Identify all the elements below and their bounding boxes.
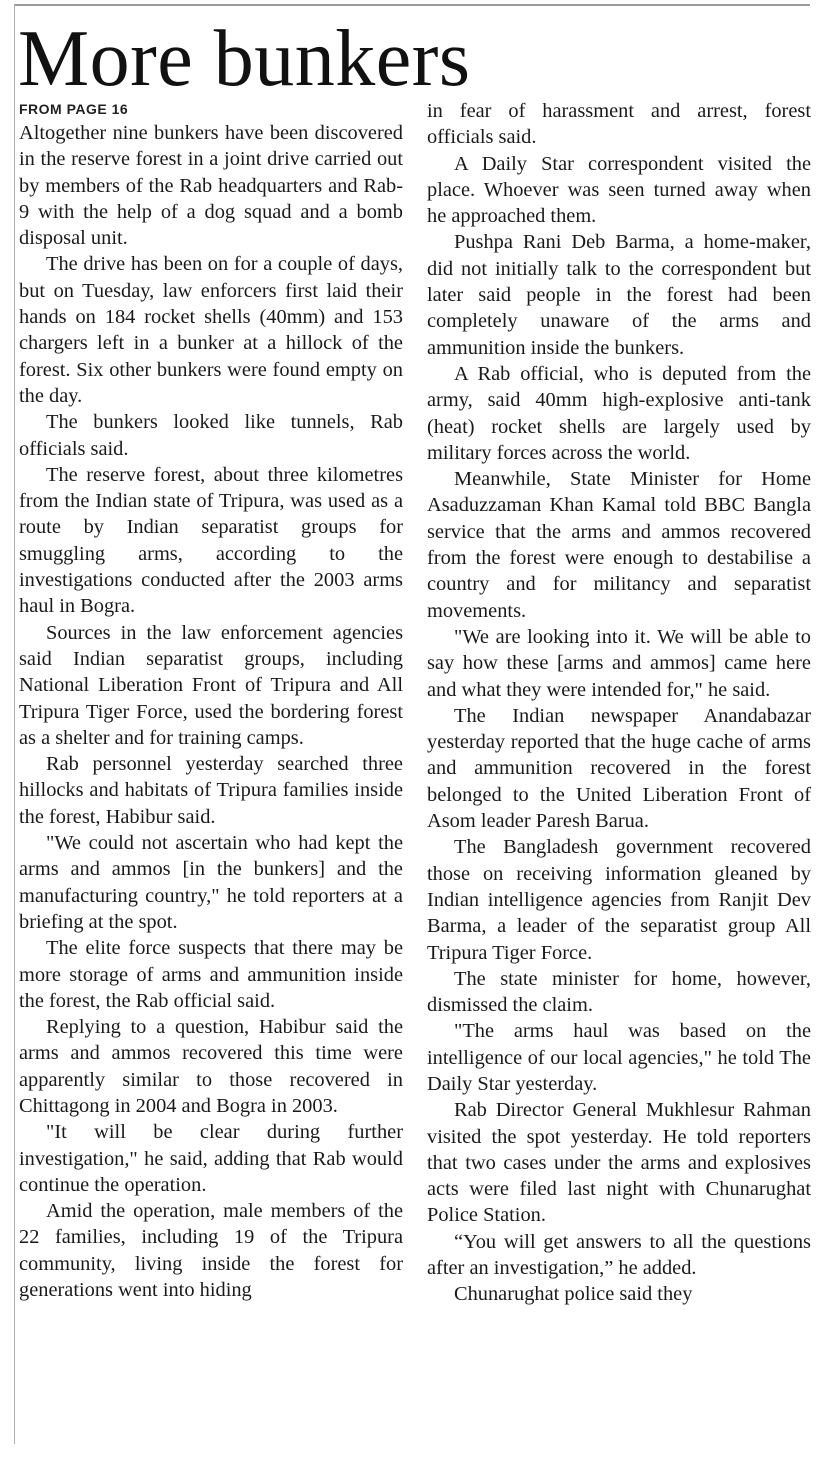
paragraph: Amid the operation, male members of the 22 families, including 19 of the Tripura community, living inside the forest for generations went into hiding: [19, 1200, 403, 1302]
top-rule: [14, 4, 810, 6]
right-column: [427, 98, 811, 1308]
paragraph: The reserve forest, about three kilometres from the Indian state of Tripura, was used as a route by Indian separatist groups for smuggling arms, according to the investigations conducted after the 2003 arms haul in Bogra.: [19, 463, 403, 618]
paragraph: The elite force suspects that there may be more storage of arms and ammunition inside the forest, the Rab official said.: [19, 937, 403, 1012]
paragraph: Pushpa Rani Deb Barma, a home-maker, did not initially talk to the correspondent but later said people in the forest had been completely unaware of the arms and ammunition inside the bunkers.: [427, 231, 811, 359]
paragraph: Altogether nine bunkers have been discovered in the reserve forest in a joint drive carried out by members of the Rab headquarters and Rab-9 with the help of a dog squad and a bomb disposal unit.: [19, 122, 403, 250]
paragraph: The bunkers looked like tunnels, Rab officials said.: [19, 411, 403, 460]
paragraph: “You will get answers to all the questions after an investigation,” he added.: [427, 1230, 811, 1280]
paragraph: The Indian newspaper Anandabazar yesterday reported that the huge cache of arms and ammunition recovered in the forest belonged to the United Liberation Front of Asom leader Paresh Barua.: [427, 704, 811, 833]
headline: More bunkers: [18, 15, 471, 103]
paragraph: Rab Director General Mukhlesur Rahman visited the spot yesterday. He told reporters that two cases under the arms and explosives acts were filed last night with Chunarughat Police Station.: [427, 1099, 811, 1227]
paragraph: A Daily Star correspondent visited the place. Whoever was seen turned away when he approached them.: [427, 152, 811, 228]
paragraph: Rab personnel yesterday searched three hillocks and habitats of Tripura families inside the forest, Habibur said.: [19, 753, 403, 828]
paragraph: The state minister for home, however, dismissed the claim.: [427, 967, 811, 1017]
paragraph-continued: in fear of harassment and arrest, forest officials said.: [427, 100, 811, 149]
paragraph: A Rab official, who is deputed from the army, said 40mm high-explosive anti-tank (heat) rocket shells are largely used by military forces across the world.: [427, 362, 811, 464]
left-rule: [14, 4, 15, 1444]
kicker-from-page: FROM PAGE 16: [19, 101, 129, 117]
paragraph: Sources in the law enforcement agencies said Indian separatist groups, including National Liberation Front of Tripura and All Tripura Tiger Force, used the bordering forest as a shelter and for training camps.: [19, 621, 403, 749]
paragraph: "We are looking into it. We will be able to say how these [arms and ammos] came here and what they were intended for," he said.: [427, 625, 811, 701]
paragraph: The drive has been on for a couple of days, but on Tuesday, law enforcers first laid their hands on 184 rocket shells (40mm) and 153 chargers left in a bunker at a hillock of the forest. Six other bunkers were found empty on the day.: [19, 253, 403, 407]
paragraph: "The arms haul was based on the intelligence of our local agencies," he told The Daily Star yesterday.: [427, 1020, 811, 1095]
paragraph: Chunarughat police said they: [454, 1283, 693, 1306]
paragraph: "It will be clear during further investigation," he said, adding that Rab would continue the operation.: [19, 1121, 403, 1196]
paragraph: "We could not ascertain who had kept the arms and ammos [in the bunkers] and the manufacturing country," he told reporters at a briefing at the spot.: [19, 832, 403, 933]
left-column: [19, 98, 403, 1303]
paragraph: The Bangladesh government recovered those on receiving information gleaned by Indian intelligence agencies from Ranjit Dev Barma, a leader of the separatist group All Tripura Tiger Force.: [427, 836, 811, 964]
paragraph: Meanwhile, State Minister for Home Asaduzzaman Khan Kamal told BBC Bangla service that the arms and ammos recovered from the forest were enough to destabilise a country and for militancy and separatist movements.: [427, 468, 811, 622]
paragraph: Replying to a question, Habibur said the arms and ammos recovered this time were apparently similar to those recovered in Chittagong in 2004 and Bogra in 2003.: [19, 1016, 403, 1117]
